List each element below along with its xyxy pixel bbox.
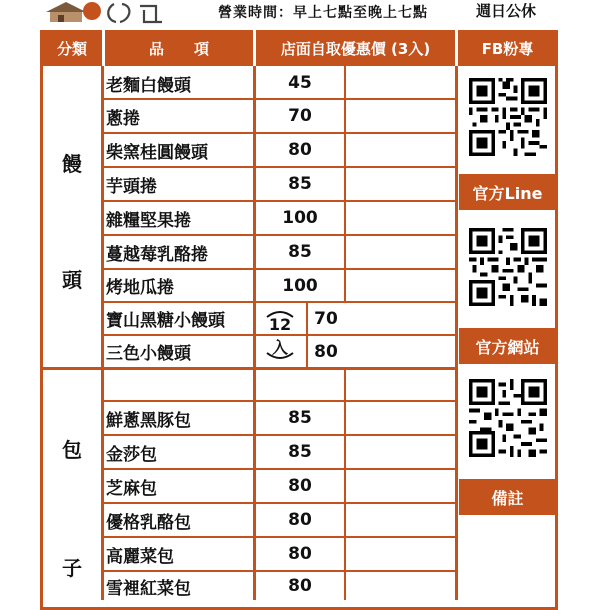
item-price: 45 [288, 73, 312, 93]
header-divider [102, 30, 105, 66]
pack-unit: 入 [271, 338, 288, 357]
business-hours: 營業時間：早上七點至晚上七點 [218, 5, 428, 21]
item-price: 80 [288, 510, 312, 530]
qr-code-icon [469, 379, 547, 457]
category-baozi: 子 [62, 556, 82, 580]
item-name: 寶山黑糖小饅頭 [106, 311, 225, 331]
fb-qr-code[interactable] [469, 78, 547, 156]
item-name: 柴窯桂圓饅頭 [106, 142, 208, 163]
item-price: 70 [314, 308, 338, 329]
item-name: 鮮蔥黑豚包 [106, 410, 191, 431]
pack-size-note [257, 305, 303, 365]
item-price: 85 [288, 174, 312, 194]
header-divider [253, 30, 256, 66]
shop-logo [44, 0, 194, 24]
item-name: 雜糧堅果捲 [106, 210, 191, 231]
qr-code-icon [469, 78, 547, 156]
header-fb: FB粉專 [457, 30, 558, 66]
item-name: 芋頭捲 [106, 176, 157, 197]
header-category: 分類 [40, 30, 104, 66]
item-price: 80 [288, 140, 312, 160]
line-official-label[interactable]: 官方Line [459, 174, 556, 210]
item-name: 烤地瓜捲 [106, 278, 174, 298]
divider [101, 66, 104, 600]
item-price: 80 [288, 544, 312, 564]
item-name: 優格乳酪包 [106, 512, 191, 533]
line-qr-code[interactable] [469, 228, 547, 306]
item-name: 蔓越莓乳酪捲 [106, 244, 208, 265]
item-price: 80 [314, 341, 338, 362]
item-name: 三色小饅頭 [106, 344, 191, 364]
section-divider [40, 367, 457, 370]
item-name: 芝麻包 [106, 478, 157, 499]
item-price: 100 [282, 275, 318, 296]
item-name: 高麗菜包 [106, 546, 174, 567]
header [0, 0, 600, 26]
closed-day: 週日公休 [476, 2, 537, 20]
item-price: 85 [288, 442, 312, 462]
qr-code-icon [469, 228, 547, 306]
divider [344, 368, 346, 600]
pack-count: 12 [268, 315, 292, 334]
category-mantou: 頭 [62, 268, 82, 292]
header-price: 店面自取優惠價 (3入) [254, 30, 457, 66]
official-website-label[interactable]: 官方網站 [459, 328, 556, 364]
category-mantou: 饅 [62, 152, 82, 176]
notes-label: 備註 [459, 479, 556, 515]
item-price: 85 [288, 408, 312, 428]
item-price: 85 [288, 242, 312, 262]
divider [455, 66, 458, 600]
item-price: 80 [288, 476, 312, 496]
item-name: 雪裡紅菜包 [106, 578, 191, 599]
header-divider [455, 30, 458, 66]
item-name: 金莎包 [106, 444, 157, 465]
divider [344, 66, 346, 302]
item-price: 100 [282, 208, 318, 228]
category-baozi: 包 [62, 438, 82, 462]
item-price: 70 [288, 106, 312, 126]
item-name: 老麵白饅頭 [106, 75, 191, 96]
item-name: 蔥捲 [106, 108, 140, 129]
item-price: 80 [288, 576, 312, 596]
header-item: 品 項 [104, 30, 254, 66]
website-qr-code[interactable] [469, 379, 547, 457]
